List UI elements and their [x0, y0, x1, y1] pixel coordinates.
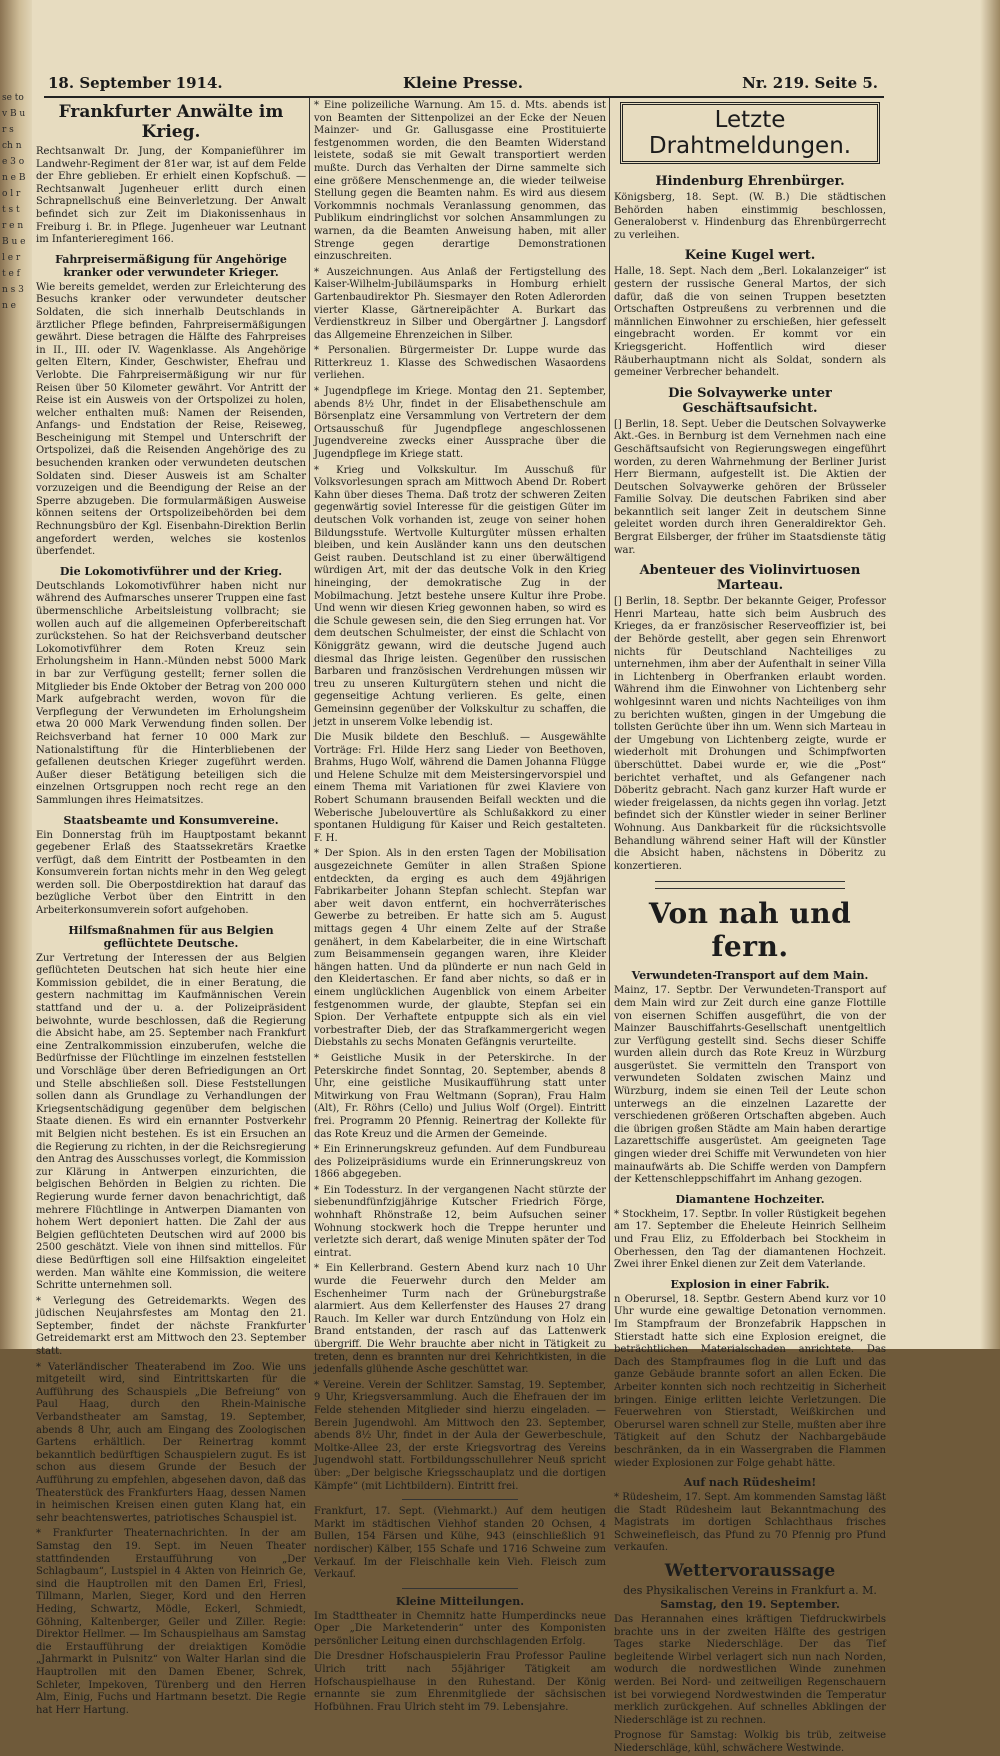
column-3 [614, 100, 886, 1754]
article-heading: Diamantene Hochzeiter. [675, 1192, 825, 1206]
article-text: Das Herannahen eines kräftigen Tiefdruckwirbels brachte uns in der zweiten Hälfte des gestrigen Tages starke Niederschläge. Der das Tief begleitende Wirbel verlagert sich nun nach Norden, wodurch die nordwestlichen Winde zunehmen werden. Bei Nord- und zeitweiligen Regenschauern ist bei vorwiegend Nordwestwinden die Temperatur merklich zurückgehen. Auf schnelles Abklingen der Niederschläge ist zu rechnen. [614, 1614, 886, 1726]
article-text: * Auszeichnungen. Aus Anlaß der Fertigstellung des Kaiser-Wilhelm-Jubiläumsparks in Homburg erhielt Gartenbaudirektor Ph. Siesmayer den Roten Adlerorden vierter Klasse, Gärtnereipächter A. Burkart das Verdienstkreuz in Silber und Obergärtner J. Langsdorf das Allgemeine Ehrenzeichen in Silber. [314, 266, 606, 341]
article-text: Die Musik bildete den Beschluß. — Ausgewählte Vorträge: Frl. Hilde Herz sang Lieder von Beethoven, Brahms, Hugo Wolf, während die Damen Johanna Flügge und Helene Schulze mit dem Meistersingervorspiel und einem Thema mit Variationen für zwei Klaviere von Robert Schumann brausenden Beifall weckten und die Weberische Jubelouvertüre als Schlußakkord zu einer spontanen Huldigung für Kaiser und Reich gestalteten. F. H. [314, 732, 606, 844]
page-header [48, 70, 878, 96]
article-heading: Abenteuer des Violinvirtuosen Marteau. [639, 563, 861, 594]
weather-title: Wettervoraussage [664, 1561, 836, 1582]
article-text: Halle, 18. Sept. Nach dem „Berl. Lokalanzeiger“ ist gestern der russische General Martos, der sich dafür, daß die von seinen Truppen besetzten Ortschaften Ostpreußens zu verbrennen und die männlichen Einwohner zu erschießen, hier gefesselt eingebracht worden. Er kommt vor ein Kriegsgericht. Hoffentlich wird dieser Räuberhauptmann nicht als Soldat, sondern als gemeiner Verbrecher behandelt. [614, 266, 886, 379]
header-date: 18. September 1914. [48, 74, 223, 92]
article-text: Frankfurt, 17. Sept. (Viehmarkt.) Auf dem heutigen Markt im städtischen Viehhof standen 20 Ochsen, 4 Bullen, 154 Färsen und Kühe, 943 (einschließlich 91 nordischer) Kälber, 155 Schafe und 1716 Schweine zum Verkauf. Im der Fleischhalle kein Vieh. Fleisch zum Verkauf. [314, 1506, 606, 1581]
column-divider [609, 98, 610, 1323]
article-heading: Keine Kugel wert. [684, 248, 816, 264]
section-banner: Letzte Drahtmeldungen. [620, 102, 880, 164]
article-heading: Die Solvaywerke unter Geschäftsaufsicht. [668, 385, 832, 416]
header-issue: Nr. 219. Seite 5. [742, 74, 878, 92]
article-text: Wie bereits gemeldet, werden zur Erleichterung des Besuchs kranker oder verwundeter deutscher Soldaten, die sich innerhalb Deutschlands in ärztlicher Pflege befinden, Fahrpreisermäßigungen gewährt. Diese betragen die Hälfte des Fahrpreises in II., III. oder IV. Wagenklasse. Als Angehörige gelten Eltern, Kinder, Geschwister, Ehefrau und Verlobte. Die Fahrpreisermäßigung wir nur für Reisen über 50 Kilometer gewährt. Vor Antritt der Reise ist ein Ausweis von der Ortspolizei zu holen, welcher enthalten muß: Namen der Reisenden, Anfangs- und Endstation der Reise, Reiseweg, Bescheinigung mit Stempel und Unterschrift der Ortspolizei, daß die Reisenden Angehörige des zu besuchenden kranken oder verwundeten deutschen Soldaten sind. Dieser Ausweis ist am Schalter vorzuzeigen und die Beendigung der Reise an der Sperre abzugeben. Die formularmäßigen Ausweise können seitens der Ortspolizeibehörden bei dem Rechnungsbüro der Kgl. Eisenbahn-Direktion Berlin angefordert werden, welches sie kostenlos überfendet. [36, 281, 306, 558]
separator [402, 1499, 519, 1500]
page-gutter [0, 0, 32, 1349]
article-text: * Vereine. Verein der Schlitzer. Samstag, 19. September, 9 Uhr, Kriegsversammlung. Auch die Ehefrauen der im Felde stehenden Mitglieder sind hierzu eingeladen. — Berein Jugendwohl. Am Mittwoch den 23. September, abends 8½ Uhr, findet in der Aula der Gewerbeschule, Moltke-Allee 23, der erste Kriegsvortrag des Vereins Jugendwohl statt. Fortbildungsschullehrer Neuß spricht über: „Der belgische Kriegsschauplatz und die dortigen Kämpfe“ (mit Lichtbildern). Eintritt frei. [314, 1379, 606, 1492]
header-paper: Kleine Presse. [403, 74, 524, 92]
article-heading: Die Lokomotivführer und der Krieg. [59, 564, 283, 578]
article-text: * Ein Kellerbrand. Gestern Abend kurz nach 10 Uhr wurde die Feuerwehr durch den Melder am Eschenheimer Turm nach der Grüneburgstraße alarmiert. Aus dem Kellerfenster des Hauses 27 drang Rauch. Im Keller war durch Entzündung von Holz ein Brand entstanden, der rasch auf das Lattenwerk übergriff. Die Wehr brauchte aber nicht in Tätigkeit zu treten, denn es brannten nur drei Kehrichtkisten, in die jedenfalls glühende Asche geschüttet war. [314, 1263, 606, 1376]
article-text: * Stockheim, 17. Septbr. In voller Rüstigkeit begehen am 17. September die Eheleute Heinrich Sellheim und Frau Eliz, zu Effolderbach bei Stockheim in Oberhessen, den Tag der diamantenen Hochzeit. Zwei ihrer Enkel dienen zur Zeit dem Vaterlande. [614, 1208, 886, 1271]
article-text: * Vaterländischer Theaterabend im Zoo. Wie uns mitgeteilt wird, sind Eintrittskarten für die Aufführung des Schauspiels „Die Befreiung“ von Paul Haag, durch den Rhein-Mainische Verbandstheater am Samstag, 19. September, abends 8 Uhr, auch am Eingang des Zoologischen Gartens erhältlich. Der Reinertrag kommt bekanntlich bedürftigen Schauspielern zugut. Es ist schon aus diesem Grunde der Besuch der Aufführung zu empfehlen, abgesehen davon, daß das Theaterstück des Frankfurters Haag, dessen Namen in heimischen Kreisen einen guten Klang hat, ein sehr beachtenswertes, patriotisches Schauspiel ist. [36, 1361, 306, 1524]
article-heading: Hindenburg Ehrenbürger. [655, 174, 845, 189]
weather-source: des Physikalischen Vereins in Frankfurt a. M. [623, 1584, 877, 1598]
article-text: * Jugendpflege im Kriege. Montag den 21. September, abends 8½ Uhr, findet in der Elisabethenschule am Börsenplatz eine Versammlung von Vertretern der dem Ortsausschuß für Jugendpflege angeschlossenen Jugendvereine zwecks einer Aussprache über die Jugendpflege im Kriege statt. [314, 386, 606, 461]
section-title: Von nah und fern. [648, 897, 852, 964]
page-edge [980, 0, 1000, 1349]
article-text: Rechtsanwalt Dr. Jung, der Kompanieführer im Landwehr-Regiment der 81er war, ist auf dem Felde der Ehre geblieben. Er erhielt einen Kopfschuß. — Rechtsanwalt Jugenheuer erlitt durch einen Schrapnellschuß eine Beinverletzung. Der Anwalt befindet sich zur Zeit im Diakonissenhaus in Freiburg i. Br. in Pflege. Jugenheuer war Leutnant im Infanterieregiment 166. [36, 146, 306, 246]
separator [402, 1588, 519, 1589]
article-title: Frankfurter Anwälte im Krieg. [58, 102, 284, 142]
article-heading: Auf nach Rüdesheim! [683, 1476, 817, 1490]
header-rule [44, 96, 884, 98]
article-text: Prognose für Samstag: Wolkig bis trüb, zeitweise Niederschläge, kühl, schwächere Westwinde. [614, 1730, 886, 1754]
article-text: Die Dresdner Hofschauspielerin Frau Professor Pauline Ulrich tritt nach 55jähriger Tätigkeit am Hofschauspielhause in den Ruhestand. Der König ernannte sie zum Ehrenmitgliede der sächsischen Hofbühnen. Frau Ulrich steht im 79. Lebensjahre. [314, 1651, 606, 1713]
article-text: n Oberursel, 18. Septbr. Gestern Abend kurz vor 10 Uhr wurde eine gewaltige Detonation vernommen. Im Stampfraum der Bronzefabrik Happschen in Stierstadt hatte sich eine Explosion ereignet, die beträchtlichen Materialschaden anrichtete. Das Dach des Stampfraumes flog in die Luft und das ganze Gebäude brannte sofort an allen Ecken. Die Arbeiter konnten sich noch rechtzeitig in Sicherheit bringen. Einige erlitten leichte Verletzungen. Die Feuerwehren von Stierstadt, Weißkirchen und Oberursel waren schnell zur Stelle, mußten aber ihre Tätigkeit auf den Schutz der Nachbargebäude beschränken, da in ein Wassergraben die Flammen wieder Explosionen zur Folge gehabt hätte. [614, 1293, 886, 1469]
article-text: * Frankfurter Theaternachrichten. In der am Samstag den 19. Sept. im Neuen Theater stattfindenden Erstaufführung von „Der Schlagbaum“, Lustspiel in 4 Akten von Heinrich Ge, sind die Hauptrollen mit den Damen Erl, Friesl, Tillmann, Marlen, Sieger, Kord und den Herren Heding, Schwartz, Mödle, Eckerl, Schmiedt, Göhning, Kaltenberger, Geiler und Ziller. Regie: Direktor Hellmer. — Im Schauspielhaus am Samstag die Erstaufführung der dreiaktigen Komödie „Jahrmarkt in Pulsnitz“ von Walter Harlan sind die Hauptrollen mit den Damen Ebener, Schrek, Schleter, Impekoven, Türenberg und den Herren Alm, Einig, Fuchs und Hartmann besetzt. Die Regie hat Herr Hartung. [36, 1528, 306, 1716]
article-text: [] Berlin, 18. Sept. Ueber die Deutschen Solvaywerke Akt.-Ges. in Bernburg ist dem Vernehmen nach eine Geschäftsaufsicht von Regierungswegen eingeführt worden, zu deren Wahrnehmung der Berliner Jurist Herr Biermann, aufgestellt ist. Die Aktien der Deutschen Solvaywerke gehören der Brüsseler Familie Solvay. Die deutschen Fabriken sind aber bekanntlich seit langer Zeit in deutschem Sinne geleitet worden durch ihren Generaldirektor Geh. Bergrat Eilsberger, der früher im Staatsdienste tätig war. [614, 418, 886, 556]
article-text: [] Berlin, 18. Septbr. Der bekannte Geiger, Professor Henri Marteau, hatte sich beim Ausbruch des Krieges, da er französischer Reserveoffizier ist, bei der Behörde gestellt, aber gegen sein Ehrenwort nichts für Deutschland Nachteiliges zu unternehmen, ihm aber der Aufenthalt in seiner Villa in Lichtenberg in Oberfranken erlaubt worden. Während ihm die Einwohner von Lichtenberg sehr wohlgesinnt waren und nichts Nachteiliges von ihm zu berichten wußten, gingen in der Umgebung die tollsten Gerüchte über ihn um. Wenn sich Marteau in der Umgebung von Lichtenberg zeigte, wurde er wiederholt mit Drohungen und Schimpfworten überschüttet. Dabei wurde er, wie die „Post“ berichtet verhaftet, und als Gefangener nach Döberitz gebracht. Nach ganz kurzer Haft wurde er wieder freigelassen, da nichts gegen ihn vorlag. Jetzt befindet sich der Künstler wieder in seiner Berliner Wohnung. Aus Dankbarkeit für die rücksichtsvolle Behandlung während seiner Haft will der Künstler die Absicht haben, nächstens in Döberitz zu konzertieren. [614, 596, 886, 872]
article-heading: Explosion in einer Fabrik. [670, 1277, 830, 1291]
article-text: * Ein Erinnerungskreuz gefunden. Auf dem Fundbureau des Polizeipräsidiums wurde ein Erinnerungskreuz von 1866 abgegeben. [314, 1144, 606, 1181]
article-text: * Verlegung des Getreidemarkts. Wegen des jüdischen Neujahrsfestes am Montag den 21. September, findet der nächste Frankfurter Getreidemarkt erst am Mittwoch den 23. September statt. [36, 1295, 306, 1358]
article-text: Königsberg, 18. Sept. (W. B.) Die städtischen Behörden haben einstimmig beschlossen, Generaloberst v. Hindenburg das Ehrenbürgerrecht zu verleihen. [614, 192, 886, 241]
article-text: * Der Spion. Als in den ersten Tagen der Mobilisation ausgezeichnete Gemüter in allen Straßen Spione entdeckten, da erging es auch dem 49jährigen Fabrikarbeiter Johann Stepfan schlecht. Stepfan war aber weit davon entfernt, ein hochverräterisches Gewerbe zu betreiben. Er hatte sich am 5. August mittags gegen 4 Uhr einem Zelte auf der Straße genähert, in dem Kabelarbeiter, die in eine Wirtschaft zum Beisammensein gegangen waren, ihre Kleider hängen hatten. Und da plünderte er nun nach Geld in den Kleidertaschen. Er fand aber nichts, so daß er in einem unglücklichen Augenblick von einem Arbeiter festgenommen wurde, der glaubte, Stepfan sei ein Spion. Der Verhaftete entpuppte sich als ein viel vorbestrafter Dieb, der das Strafkammergericht wegen Diebstahls zu sechs Monaten Gefängnis verurteilte. [314, 848, 606, 1049]
article-heading: Kleine Mitteilungen. [395, 1594, 525, 1608]
column-divider [309, 98, 310, 1323]
article-heading: Fahrpreisermäßigung für Angehörige kranker oder verwundeter Krieger. [55, 252, 287, 279]
column-1 [36, 100, 306, 1716]
article-text: * Personalien. Bürgermeister Dr. Luppe wurde das Ritterkreuz 1. Klasse des Schwedischen Wasaordens verliehen. [314, 345, 606, 382]
article-text: * Rüdesheim, 17. Sept. Am kommenden Samstag läßt die Stadt Rüdesheim laut Bekanntmachung des Magistrats im dortigen Schlachthaus frisches Schweinefleisch, das Pfund zu 70 Pfennig pro Pfund verkaufen. [614, 1492, 886, 1554]
gutter-text: se to v B u r s ch n e 3 o n e B o l r t s t r e n B u e l e r t e f n s 3 n e [2, 93, 26, 311]
article-text: Deutschlands Lokomotivführer haben nicht nur während des Aufmarsches unserer Truppen eine fast übermenschliche Arbeitsleistung vollbracht; sie wollen auch auf die allgemeinen Opferbereitschaft zurückstehen. So hat der Reichsverband deutscher Lokomotivführer dem Roten Kreuz sein Erholungsheim in Hann.-Münden nebst 5000 Mark in bar zur Verfügung gestellt; ferner sollen die Mitglieder bis Ende Oktober der Betrag von 200 000 Mark aufgebracht werden, wovon für die Verpflegung der Verwundeten im Erholungsheim etwa 20 000 Mark Verwendung finden sollen. Der Reichsverband hat ferner 10 000 Mark zur Nationalstiftung für die Hinterbliebenen der gefallenen deutschen Krieger zugeführt werden. Außer dieser Betätigung beteiligen sich die einzelnen Ortsgruppen noch recht rege an den Sammlungen ihres Heimatsitzes. [36, 580, 306, 806]
column-2 [314, 100, 606, 1713]
article-text: Ein Donnerstag früh im Hauptpostamt bekannt gegebener Erlaß des Staatssekretärs Kraetke verfügt, daß dem Eintritt der Postbeamten in den Konsumverein fortan nichts mehr in den Weg gelegt werden soll. Die Oberpostdirektion hat darauf das bezügliche Verbot über den Eintritt in den Arbeiterkonsumverein sofort aufgehoben. [36, 829, 306, 917]
article-text: Mainz, 17. Septbr. Der Verwundeten-Transport auf dem Main wird zur Zeit durch eine ganze Flottille von eisernen Schiffen ausgeführt, die von der Mainzer Bauschiffahrts-Gesellschaft unentgeltlich zur Verfügung gestellt sind. Sechs dieser Schiffe wurden allein durch das Rote Kreuz in Würzburg ausgerüstet. Sie vermitteln den Transport von verwundeten Soldaten zwischen Mainz und Würzburg, indem sie einen Teil der Leute schon unterwegs an die einzelnen Lazarette der verschiedenen größeren Ortschaften abgeben. Auch die übrigen großen Städte am Main haben derartige Lazarettschiffe ausgerüstet. Am geeigneten Tage gingen wieder drei Schiffe mit Verwundeten von hier mainaufwärts ab. Die Schiffe werden von Dampfern der Kettenschleppschiffahrt im Anhang gezogen. [614, 985, 886, 1186]
article-heading: Staatsbeamte und Konsumvereine. [63, 813, 279, 827]
article-heading: Verwundeten-Transport auf dem Main. [631, 969, 869, 983]
article-text: * Geistliche Musik in der Peterskirche. In der Peterskirche findet Sonntag, 20. September, abends 8 Uhr, eine geistliche Musikaufführung statt unter Mitwirkung von Frau Weltmann (Sopran), Frau Halm (Alt), Fr. Röhrs (Cello) und Julius Wolf (Orgel). Eintritt frei. Programm 20 Pfennig. Reinertrag der Kollekte für das Rote Kreuz und die Armen der Gemeinde. [314, 1052, 606, 1140]
article-text: * Krieg und Volkskultur. Im Ausschuß für Volksvorlesungen sprach am Mittwoch Abend Dr. Robert Kahn über dieses Thema. Daß trotz der schweren Zeiten gegenwärtig soviel Interesse für die geistigen Güter im deutschen Volk vorhanden ist, zeuge von seiner hohen Bildungsstufe. Wertvolle Kulturgüter müssen erhalten bleiben, und kein Ausländer kann uns den deutschen Geist rauben. Deutschland ist zu einer überwältigend würdigen Art, mit der das deutsche Volk in den Krieg hineinging, der demokratische Zug in der Mobilmachung. Jetzt bestehe unsere Kultur ihre Probe. Und wenn wir diesen Krieg gewonnen haben, so wird es die Schule gewesen sein, die den Sieg errungen hat. Vor dem deutschen Schulmeister, der einst die Schlacht von Königgrätz gewann, wird die deutsche Jugend auch diesmal das Ihrige leisten. Gegenüber den russischen Barbaren und französischen Verdrehungen müssen wir treu zu unseren Kulturgütern stehen und nicht die gegenseitige Achtung verlieren. Es gelte, einen Gemeinsinn gegenüber der Volkskultur zu schaffen, die jetzt in unserem Volke lebendig ist. [314, 464, 606, 728]
article-text: * Eine polizeiliche Warnung. Am 15. d. Mts. abends ist von Beamten der Sittenpolizei an der Ecke der Neuen Mainzer- und Gr. Gallusgasse eine Prostituierte festgenommen worden, die den Beamten Widerstand leistete, sodaß sie mit Gewalt transportiert werden mußte. Durch das Verhalten der Dirne sammelte sich eine größere Menschenmenge an, die wieder teilweise Stellung gegen die Beamten nahm. Es wird aus diesem Vorkommnis nochmals Veranlassung genommen, das Publikum eindringlichst vor solchen Ansammlungen zu warnen, da die Beamten Anweisung haben, mit aller Strenge gegen derartige Demonstrationen einzuschreiten. [314, 100, 606, 263]
article-heading: Hilfsmaßnahmen für aus Belgien geflüchtete Deutsche. [68, 923, 274, 950]
article-text: * Ein Todessturz. In der vergangenen Nacht stürzte der siebenundfünfzigjährige Kutscher Friedrich Förge, wohnhaft Rhönstraße 12, beim Aufsuchen seiner Wohnung stockwerk hoch die Treppe herunter und verletzte sich derart, daß wenige Minuten später der Tod eintrat. [314, 1184, 606, 1259]
section-divider [655, 881, 845, 889]
weather-date: Samstag, den 19. September. [660, 1598, 840, 1612]
article-text: Im Stadttheater in Chemnitz hatte Humperdincks neue Oper „Die Marketenderin“ unter des Komponisten persönlicher Leitung einen durchschlagenden Erfolg. [314, 1610, 606, 1647]
article-text: Zur Vertretung der Interessen der aus Belgien geflüchteten Deutschen hat sich heute hier eine Kommission gebildet, die in einer Beratung, die gestern nachmittag im Kaufmännischen Verein stattfand und der u. a. der Polizeipräsident beiwohnte, wurde beschlossen, daß die Regierung die Absicht habe, am 25. September nach Frankfurt eine Zentralkommission einzuberufen, welche die Bedürfnisse der Flüchtlinge im einzelnen feststellen und Vorschläge über deren Befriedigungen an Ort und Stelle abschließen soll. Diese Feststellungen sollen dann als Grundlage zu Verhandlungen der Kriegsentschädigung gegenüber dem belgischen Staate dienen. Es wird ein ernannter Postverkehr mit Belgien nicht bestehen. Es ist ein Ersuchen an die Regierung zu richten, in der die Reichsregierung den Antrag des Ausschusses vorlegt, die Kommission zur Klärung in Antwerpen einzurichten, die belgischen Behörden in Belgien zu richten. Die Regierung wurde ferner davon benachrichtigt, daß mehrere Flüchtlinge in Antwerpen Diamanten von hohem Wert deponiert hatten. Die Zahl der aus Belgien geflüchteten Deutschen wird auf 2000 bis 2500 geschätzt. Viele von ihnen sind mittellos. Für diese Bedürftigen soll eine Hilfsaktion eingeleitet werden. Man wählte eine Kommission, die weitere Schritte unternehmen soll. [36, 952, 306, 1292]
